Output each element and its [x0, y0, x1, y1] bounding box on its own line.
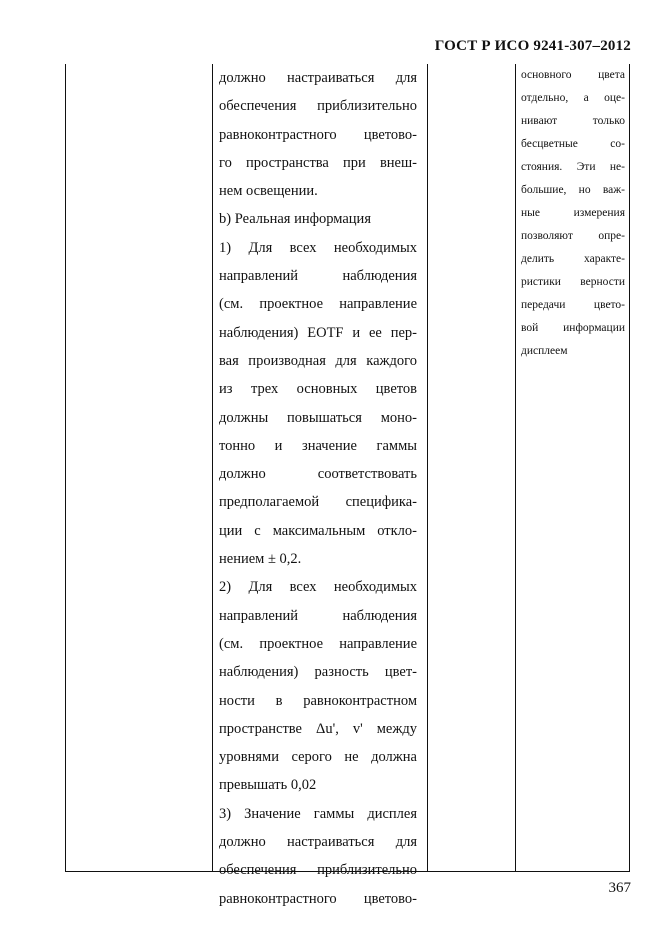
text-line: предполагаемой специфика-	[219, 494, 417, 511]
text-line: позволяют опре-	[521, 230, 625, 242]
text-line: делить характе-	[521, 253, 625, 265]
text-line: равноконтрастного цветово-	[219, 890, 417, 907]
text-line: вая производная для каждого	[219, 352, 417, 369]
text-line: направлений наблюдения	[219, 607, 417, 624]
column-divider-3	[515, 64, 516, 872]
text-line: (см. проектное направление	[219, 635, 417, 652]
text-line: вой информации	[521, 322, 625, 334]
text-line: направлений наблюдения	[219, 268, 417, 285]
text-line: превышать 0,02	[219, 777, 317, 794]
text-line: обеспечения приблизительно	[219, 862, 417, 879]
text-line: передачи цвето-	[521, 299, 625, 311]
text-line: 2) Для всех необходимых	[219, 579, 417, 596]
text-line: большие, но важ-	[521, 184, 625, 196]
text-line: b) Реальная информация	[219, 211, 371, 228]
text-line: 1) Для всех необходимых	[219, 239, 417, 256]
page-number: 367	[608, 880, 631, 896]
text-line: (см. проектное направление	[219, 296, 417, 313]
text-line: бесцветные со-	[521, 138, 625, 150]
text-line: уровнями серого не должна	[219, 749, 417, 766]
text-line: го пространства при внеш-	[219, 154, 417, 171]
text-line: стояния. Эти не-	[521, 161, 625, 173]
text-line: 3) Значение гаммы дисплея	[219, 805, 417, 822]
text-line: из трех основных цветов	[219, 381, 417, 398]
text-line: ности в равноконтрастном	[219, 692, 417, 709]
text-line: тонно и значение гаммы	[219, 437, 417, 454]
text-line: должно настраиваться для	[219, 70, 417, 86]
text-line: нем освещении.	[219, 183, 318, 200]
text-line: должны повышаться моно-	[219, 409, 417, 426]
document-header: ГОСТ Р ИСО 9241-307–2012	[434, 38, 631, 54]
text-line: дисплеем	[521, 345, 568, 357]
text-line: нением ± 0,2.	[219, 551, 302, 568]
text-line: обеспечения приблизительно	[219, 98, 417, 115]
text-line: нивают только	[521, 115, 625, 127]
text-line: наблюдения) EOTF и ее пер-	[219, 324, 417, 341]
text-line: ные измерения	[521, 207, 625, 219]
text-line: ристики верности	[521, 276, 625, 288]
text-line: пространстве Δu', v' между	[219, 720, 417, 737]
column-divider-1	[212, 64, 213, 872]
text-line: равноконтрастного цветово-	[219, 126, 417, 143]
requirements-column	[219, 64, 417, 913]
notes-column	[521, 64, 625, 363]
text-line: наблюдения) разность цвет-	[219, 664, 417, 681]
text-line: должно соответствовать	[219, 466, 417, 483]
text-line: отдельно, а оце-	[521, 92, 625, 104]
text-line: ции с максимальным откло-	[219, 522, 417, 539]
text-line: должно настраиваться для	[219, 834, 417, 851]
column-divider-2	[427, 64, 428, 872]
text-line: основного цвета	[521, 69, 625, 81]
